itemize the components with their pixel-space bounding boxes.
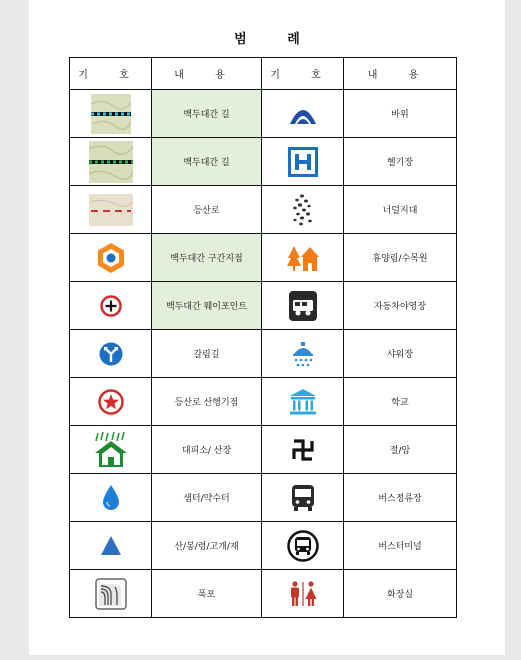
baekdu-trail-map-icon bbox=[89, 141, 133, 183]
legend-symbol-cell bbox=[262, 522, 344, 570]
waterfall-icon bbox=[95, 578, 127, 610]
scree-icon bbox=[290, 193, 316, 227]
legend-symbol-cell bbox=[70, 570, 152, 618]
legend-row bbox=[70, 426, 457, 474]
legend-row bbox=[70, 522, 457, 570]
water-drop-icon bbox=[101, 484, 121, 512]
legend-row bbox=[70, 234, 457, 282]
legend-symbol-cell bbox=[70, 426, 152, 474]
legend-row bbox=[70, 378, 457, 426]
legend-label-cell: 백두대간 길 bbox=[152, 90, 262, 138]
legend-label-cell: 대피소/ 산장 bbox=[152, 426, 262, 474]
legend-label-cell: 산/봉/령/고개/재 bbox=[152, 522, 262, 570]
temple-icon bbox=[291, 438, 315, 462]
legend-label-cell: 학교 bbox=[344, 378, 457, 426]
legend-label-cell: 휴양림/수목원 bbox=[344, 234, 457, 282]
legend-symbol-cell bbox=[70, 138, 152, 186]
bus-terminal-icon bbox=[287, 530, 319, 562]
legend-symbol-cell bbox=[262, 378, 344, 426]
peak-triangle-icon bbox=[100, 535, 122, 557]
legend-symbol-cell bbox=[262, 426, 344, 474]
legend-symbol-cell bbox=[262, 138, 344, 186]
legend-label-cell: 화장실 bbox=[344, 570, 457, 618]
legend-row bbox=[70, 474, 457, 522]
shelter-hut-icon bbox=[94, 431, 128, 469]
hiking-trail-dashed-icon bbox=[89, 194, 133, 226]
legend-symbol-cell bbox=[70, 330, 152, 378]
waypoint-plus-icon bbox=[100, 295, 122, 317]
legend-label-cell: 바위 bbox=[344, 90, 457, 138]
legend-symbol-cell bbox=[70, 234, 152, 282]
legend-label-cell: 백두대간 길 bbox=[152, 138, 262, 186]
legend-row bbox=[70, 330, 457, 378]
legend-symbol-cell bbox=[262, 330, 344, 378]
bus-stop-icon bbox=[291, 484, 315, 512]
legend-symbol-cell bbox=[262, 282, 344, 330]
legend-label-cell: 등산로 bbox=[152, 186, 262, 234]
restroom-icon bbox=[288, 581, 318, 607]
legend-row bbox=[70, 186, 457, 234]
section-point-hexagon-icon bbox=[96, 242, 126, 274]
junction-icon bbox=[99, 342, 123, 366]
heliport-icon bbox=[288, 147, 318, 177]
baekdu-trail-map-icon bbox=[91, 94, 131, 134]
legend-symbol-cell bbox=[70, 378, 152, 426]
legend-label-cell: 헬기장 bbox=[344, 138, 457, 186]
legend-row bbox=[70, 282, 457, 330]
legend-label-cell: 버스터미널 bbox=[344, 522, 457, 570]
legend-table bbox=[69, 57, 457, 618]
page-title: 범 례 bbox=[234, 32, 300, 47]
legend-row bbox=[70, 90, 457, 138]
legend-symbol-cell bbox=[70, 474, 152, 522]
legend-label-cell: 백두대간 구간지점 bbox=[152, 234, 262, 282]
legend-symbol-cell bbox=[262, 474, 344, 522]
legend-symbol-cell bbox=[262, 186, 344, 234]
trail-start-star-icon bbox=[98, 389, 124, 415]
legend-label-cell: 너덜지대 bbox=[344, 186, 457, 234]
recreation-forest-icon bbox=[287, 244, 319, 272]
legend-label-cell: 폭포 bbox=[152, 570, 262, 618]
legend-label-cell: 백두대간 웨이포인트 bbox=[152, 282, 262, 330]
legend-header-row bbox=[70, 58, 457, 90]
header-symbol: 기 호 bbox=[70, 58, 152, 90]
header-symbol-2: 기 호 bbox=[262, 58, 344, 90]
legend-symbol-cell bbox=[70, 186, 152, 234]
header-content-2: 내 용 bbox=[344, 58, 457, 90]
legend-label-cell: 절/암 bbox=[344, 426, 457, 474]
legend-row bbox=[70, 570, 457, 618]
campground-icon bbox=[289, 291, 317, 321]
legend-label-cell: 샘터/약수터 bbox=[152, 474, 262, 522]
shower-icon bbox=[291, 340, 315, 368]
legend-label-cell: 자동차야영장 bbox=[344, 282, 457, 330]
legend-label-cell: 갈림길 bbox=[152, 330, 262, 378]
legend-row bbox=[70, 138, 457, 186]
legend-label-cell: 샤워장 bbox=[344, 330, 457, 378]
legend-label-cell: 버스정류장 bbox=[344, 474, 457, 522]
legend-page bbox=[29, 0, 505, 655]
rock-icon bbox=[287, 98, 319, 130]
school-icon bbox=[289, 388, 317, 416]
legend-symbol-cell bbox=[262, 234, 344, 282]
legend-symbol-cell bbox=[70, 522, 152, 570]
legend-label-cell: 등산로 산행기점 bbox=[152, 378, 262, 426]
legend-symbol-cell bbox=[262, 90, 344, 138]
header-content: 내 용 bbox=[152, 58, 262, 90]
legend-symbol-cell bbox=[262, 570, 344, 618]
legend-symbol-cell bbox=[70, 282, 152, 330]
legend-symbol-cell bbox=[70, 90, 152, 138]
